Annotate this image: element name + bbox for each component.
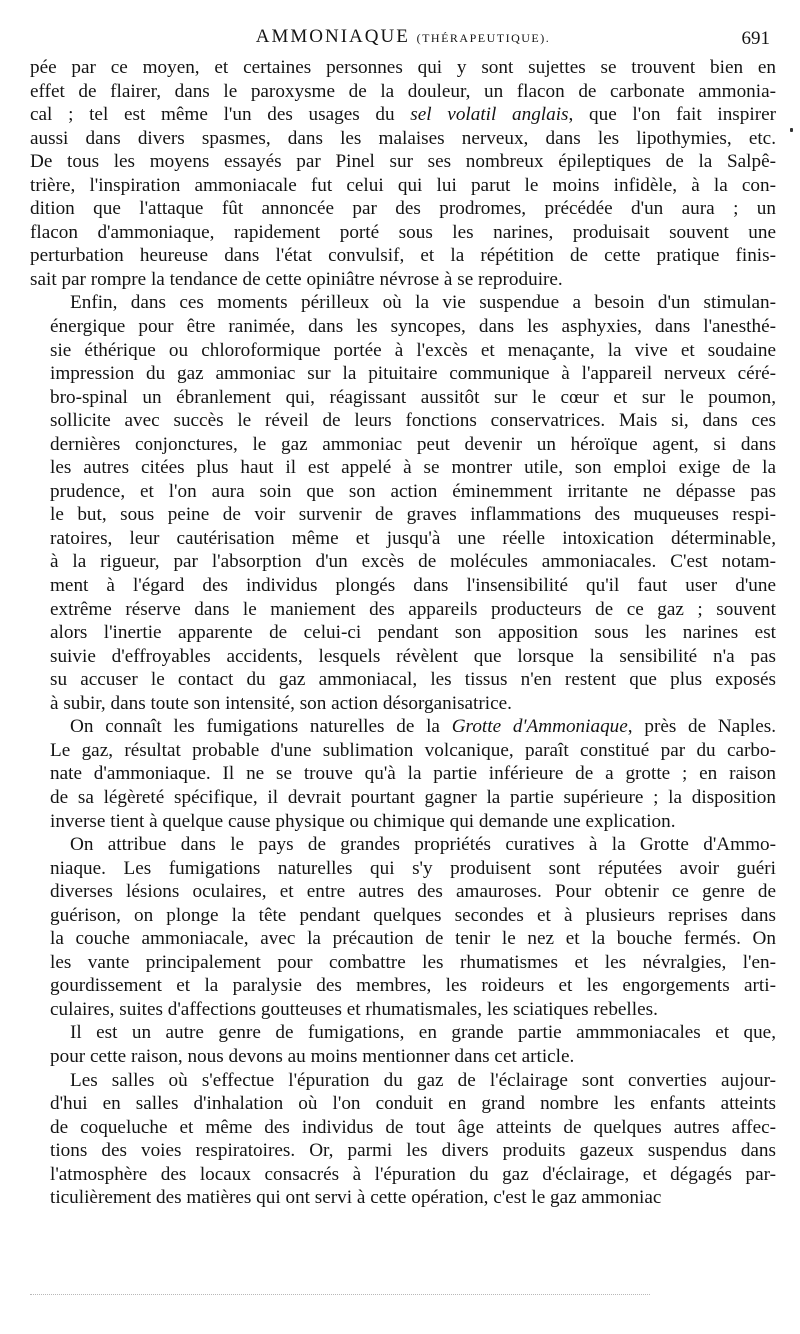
text-line: cal ; tel est même l'un des usages du sel volatil anglais, que l'on fait inspirer bbox=[30, 104, 776, 126]
text-line: diverses lésions oculaires, et entre autres des amauroses. Pour obtenir ce genre de bbox=[50, 881, 776, 903]
text-line: trière, l'inspiration ammoniacale fut celui qui lui parut le moins infidèle, à la con- bbox=[30, 174, 776, 196]
text-line: pée par ce moyen, et certaines personnes qui y sont sujettes se trouvent bien en bbox=[30, 57, 776, 78]
text-line: énergique pour être ranimée, dans les syncopes, dans les asphyxies, dans l'anesthé- bbox=[50, 316, 776, 338]
text-line: l'atmosphère des locaux consacrés à l'épuration du gaz d'éclairage, et dégagés par- bbox=[50, 1163, 776, 1185]
text-line: ticulièrement des matières qui ont servi à cette opération, c'est le gaz ammoniac bbox=[50, 1187, 662, 1209]
text-line: le but, sous peine de voir survenir de graves inflammations des muqueuses respi- bbox=[50, 504, 776, 526]
text-line: impression du gaz ammoniac sur la pituitaire communique à l'appareil nerveux céré- bbox=[50, 363, 776, 385]
text-line: prudence, et l'on aura soin que son action éminemment irritante ne dépasse pas bbox=[50, 480, 776, 502]
text-line: su accuser le contact du gaz ammoniacal, les tissus n'en restent que plus exposés bbox=[50, 669, 776, 691]
text-line: guérison, on plonge la tête pendant quelques secondes et à plusieurs reprises dans bbox=[50, 904, 776, 926]
text-line: extrême réserve dans le maniement des appareils producteurs de ce gaz ; souvent bbox=[50, 598, 776, 620]
paragraph bbox=[30, 833, 776, 1021]
paragraph bbox=[30, 715, 776, 833]
text-line: à la rigueur, par l'absorption d'un excès de molécules ammoniacales. C'est notam- bbox=[50, 551, 776, 573]
text-line: effet de flairer, dans le paroxysme de la douleur, un flacon de carbonate ammonia- bbox=[30, 80, 776, 102]
text-line: la couche ammoniacale, avec la précaution de tenir le nez et la bouche fermés. On bbox=[50, 928, 776, 950]
text-line: sie éthérique ou chloroformique portée à l'excès et menaçante, la vive et soudaine bbox=[50, 339, 776, 361]
text-line: de sa légèreté spécifique, il devrait pourtant gagner la partie supérieure ; la disposition bbox=[50, 786, 776, 808]
stray-ink-mark bbox=[790, 128, 793, 132]
text-line: Le gaz, résultat probable d'une sublimation volcanique, paraît constitué par du carbo- bbox=[50, 739, 776, 761]
text-line: dition que l'attaque fût annoncée par des prodromes, précédée d'un aura ; un bbox=[30, 198, 776, 220]
text-line: niaque. Les fumigations naturelles qui s'y produisent sont réputées avoir guéri bbox=[50, 857, 776, 879]
text-line: suivie d'effroyables accidents, lesquels révèlent que lorsque la sensibilité n'a pas bbox=[50, 645, 776, 667]
text-line: On connaît les fumigations naturelles de la Grotte d'Ammoniaque, près de Naples. bbox=[70, 716, 776, 738]
paragraph bbox=[30, 56, 776, 291]
text-line: Il est un autre genre de fumigations, en grande partie ammmoniacales et que, bbox=[70, 1022, 776, 1044]
text-line: On attribue dans le pays de grandes propriétés curatives à la Grotte d'Ammo- bbox=[70, 834, 776, 856]
text-line: nate d'ammoniaque. Il ne se trouve qu'à la partie inférieure de a grotte ; en raison bbox=[50, 763, 776, 785]
paragraph bbox=[30, 1069, 776, 1210]
text-line: bro-spinal un ébranlement qui, réagissant aussitôt sur le cœur et sur le poumon, bbox=[50, 386, 776, 408]
text-line: perturbation heureuse dans l'état convulsif, et la répétition de cette pratique finis- bbox=[30, 245, 776, 267]
text-line: de coqueluche et même des individus de tout âge atteints de quelques autres affec- bbox=[50, 1116, 776, 1138]
text-line: culaires, suites d'affections goutteuses et rhumatismales, les sciatiques rebelles. bbox=[50, 998, 658, 1020]
text-line: dernières conjonctures, le gaz ammoniac peut devenir un héroïque agent, si dans bbox=[50, 433, 776, 455]
text-line: sait par rompre la tendance de cette opiniâtre névrose à se reproduire. bbox=[30, 268, 563, 290]
text-line: gourdissement et la paralysie des membres, les roideurs et les engorgements arti- bbox=[50, 975, 776, 997]
text-line: à subir, dans toute son intensité, son action désorganisatrice. bbox=[50, 692, 512, 714]
text-line: tions des voies respiratoires. Or, parmi les divers produits gazeux suspendus dans bbox=[50, 1140, 776, 1162]
paragraph bbox=[30, 1021, 776, 1068]
text-line: Enfin, dans ces moments périlleux où la vie suspendue a besoin d'un stimulan- bbox=[70, 292, 776, 314]
running-title bbox=[30, 26, 776, 48]
header-title: AMMONIAQUE bbox=[255, 26, 410, 47]
header-subtitle: (THÉRAPEUTIQUE). bbox=[416, 31, 551, 45]
text-line: aussi dans divers spasmes, dans les malaises nerveux, dans les lipothymies, etc. bbox=[30, 127, 776, 149]
text-line: sollicite avec succès le réveil de leurs fonctions conservatrices. Mais si, dans ces bbox=[50, 410, 776, 432]
text-line: Les salles où s'effectue l'épuration du gaz de l'éclairage sont converties aujour- bbox=[70, 1069, 776, 1091]
paragraph bbox=[30, 291, 776, 715]
body-text bbox=[30, 56, 776, 1210]
text-line: d'hui en salles d'inhalation où l'on conduit en grand nombre les enfants atteints bbox=[50, 1093, 776, 1115]
text-line: pour cette raison, nous devons au moins mentionner dans cet article. bbox=[50, 1045, 575, 1067]
text-line: De tous les moyens essayés par Pinel sur ses nombreux épileptiques de la Salpê- bbox=[30, 151, 776, 173]
text-line: alors l'inertie apparente de celui-ci pendant son apposition sous les narines est bbox=[50, 622, 776, 644]
text-line: ment à l'égard des individus plongés dans l'insensibilité qu'il faut user d'une bbox=[50, 575, 776, 597]
text-line: ratoires, leur cautérisation même et jusqu'à une réelle intoxication déterminable, bbox=[50, 527, 776, 549]
footer-rule bbox=[30, 1294, 650, 1295]
text-line: flacon d'ammoniaque, rapidement porté sous les narines, produisait souvent une bbox=[30, 221, 776, 243]
text-line: les autres citées plus haut il est appelé à se montrer utile, son emploi exige de la bbox=[50, 457, 776, 479]
page-number: 691 bbox=[741, 28, 770, 49]
running-header bbox=[30, 22, 776, 50]
text-line: les vante principalement pour combattre les rhumatismes et les névralgies, l'en- bbox=[50, 951, 776, 973]
text-line: inverse tient à quelque cause physique ou chimique qui demande une explication. bbox=[50, 810, 676, 832]
